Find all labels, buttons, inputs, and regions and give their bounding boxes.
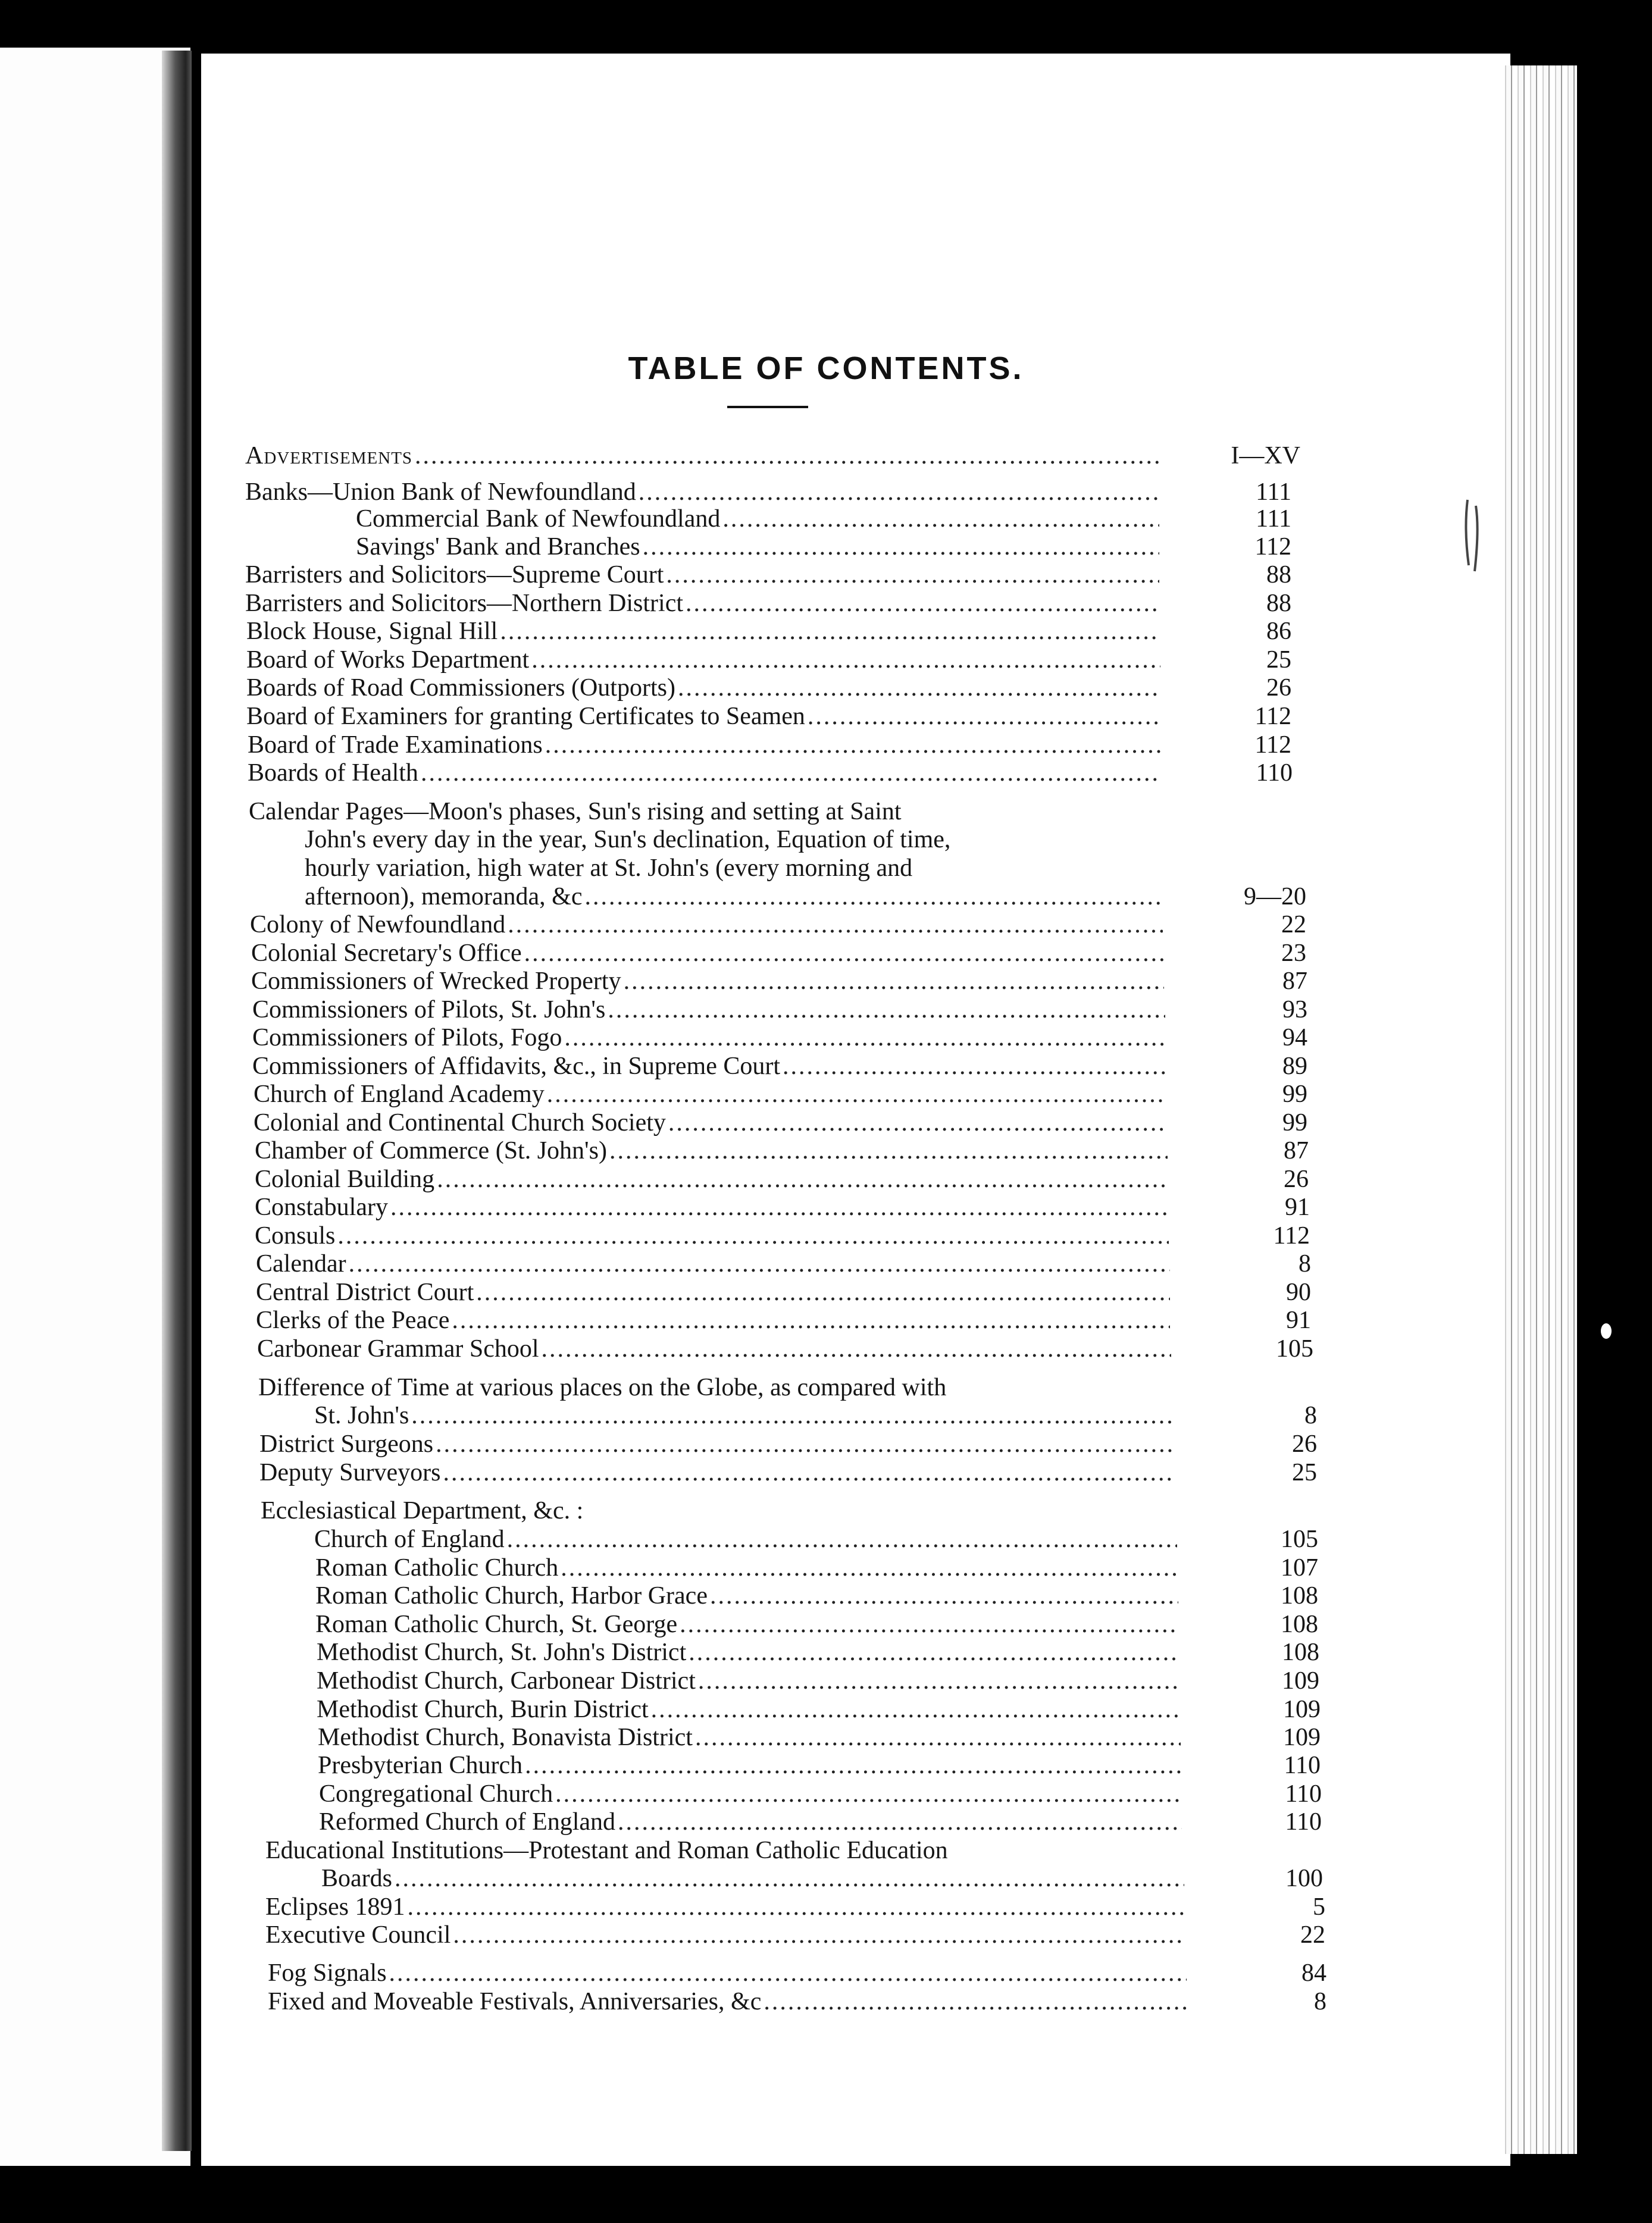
dot-leader xyxy=(564,1023,1165,1052)
toc-page-number: 93 xyxy=(1282,996,1307,1023)
toc-entry-label-row xyxy=(258,1373,1176,1402)
toc-entry-label: Ecclesiastical Department, &c. : xyxy=(261,1497,584,1524)
toc-entry xyxy=(0,1335,1652,1363)
toc-entry-label: Methodist Church, Bonavista District xyxy=(318,1724,693,1751)
toc-entry-label-row xyxy=(268,1959,1187,1987)
toc-entry-label: Congregational Church xyxy=(319,1780,553,1808)
toc-entry-label-row xyxy=(246,646,1160,674)
toc-entry-label: Methodist Church, Carbonear District xyxy=(317,1667,696,1695)
dot-leader xyxy=(525,1751,1181,1780)
toc-entry-label-row xyxy=(356,505,1159,533)
toc-entry-label-row xyxy=(319,1808,1182,1836)
dot-leader xyxy=(722,505,1159,533)
toc-entry-label: Roman Catholic Church, Harbor Grace xyxy=(315,1582,708,1610)
toc-entry-label-row xyxy=(246,702,1160,731)
dot-leader xyxy=(561,1554,1178,1582)
toc-entry-label-row xyxy=(248,759,1160,787)
toc-page-number: 109 xyxy=(1283,1696,1321,1723)
dot-leader xyxy=(452,1306,1170,1335)
toc-page-number: 84 xyxy=(1301,1959,1326,1987)
dot-leader xyxy=(624,967,1164,995)
toc-page-number: 111 xyxy=(1256,505,1291,533)
toc-entry xyxy=(0,1306,1652,1335)
toc-entry-label: Barristers and Solicitors—Supreme Court xyxy=(245,561,664,588)
toc-entry xyxy=(0,1780,1652,1808)
toc-entry xyxy=(0,910,1652,939)
toc-page-number: 87 xyxy=(1284,1137,1309,1164)
toc-entry xyxy=(0,478,1652,506)
toc-entry-label-row xyxy=(265,1921,1185,1949)
dot-leader xyxy=(547,1080,1166,1109)
toc-page-number: 112 xyxy=(1254,731,1291,759)
dot-leader xyxy=(437,1165,1168,1194)
toc-entry-label-row xyxy=(256,1250,1170,1278)
toc-entry-label-row xyxy=(249,797,1168,826)
toc-entry-label: Board of Examiners for granting Certificates to Seamen xyxy=(246,703,805,730)
dot-leader xyxy=(395,1864,1184,1893)
toc-entry-label: Educational Institutions—Protestant and Roman Catholic Education xyxy=(265,1837,948,1864)
dot-leader xyxy=(421,759,1160,787)
dot-leader xyxy=(390,1193,1169,1222)
toc-entry-label: Executive Council xyxy=(265,1921,451,1949)
toc-entry xyxy=(0,1430,1652,1458)
toc-entry-label-row xyxy=(256,1306,1170,1335)
toc-entry-label-row xyxy=(315,1554,1178,1582)
toc-entry-label-row xyxy=(245,442,1160,470)
toc-entry xyxy=(0,797,1652,826)
toc-entry-label-row xyxy=(245,589,1159,618)
toc-entry xyxy=(0,1458,1652,1487)
toc-entry-label: St. John's xyxy=(314,1402,409,1429)
toc-entry-label-row xyxy=(317,1667,1179,1695)
toc-entry-label: Commissioners of Wrecked Property xyxy=(251,968,621,995)
toc-entry-label-row xyxy=(261,1496,1178,1525)
toc-entry-label-row xyxy=(254,1109,1166,1137)
toc-entry-label: Eclipses 1891 xyxy=(265,1893,405,1921)
toc-entry-label: District Surgeons xyxy=(259,1430,434,1458)
toc-entry-label: Presbyterian Church xyxy=(318,1752,523,1779)
dot-leader xyxy=(808,702,1160,731)
toc-entry xyxy=(0,674,1652,702)
dot-leader xyxy=(545,731,1160,759)
dot-leader xyxy=(436,1430,1174,1458)
toc-entry-label-row xyxy=(255,1222,1169,1250)
toc-entry-label-row xyxy=(254,1080,1166,1109)
toc-entry-label: afternoon), memoranda, &c xyxy=(305,883,583,910)
dot-leader xyxy=(710,1582,1178,1610)
toc-entry xyxy=(0,533,1652,561)
toc-page-number: 105 xyxy=(1281,1526,1318,1553)
toc-entry xyxy=(0,561,1652,589)
toc-entry xyxy=(0,1808,1652,1836)
toc-entry xyxy=(0,995,1652,1024)
toc-page-number: 8 xyxy=(1304,1402,1317,1429)
toc-entry xyxy=(0,1496,1652,1525)
toc-entry-label-row xyxy=(245,561,1159,589)
dot-leader xyxy=(507,1525,1177,1554)
toc-entry-label: Methodist Church, St. John's District xyxy=(317,1639,687,1666)
toc-page-number: 26 xyxy=(1292,1430,1317,1458)
dot-leader xyxy=(609,1136,1168,1165)
toc-page-number: 22 xyxy=(1281,911,1306,938)
dot-leader xyxy=(476,1278,1170,1307)
toc-page-number: 110 xyxy=(1256,759,1293,787)
toc-page-number: 88 xyxy=(1266,590,1291,617)
toc-entry xyxy=(0,1987,1652,2016)
toc-page-number: 112 xyxy=(1273,1222,1310,1250)
toc-entry xyxy=(0,1695,1652,1724)
title-rule xyxy=(727,406,808,408)
toc-entry xyxy=(0,1893,1652,1921)
toc-entry-label: Commercial Bank of Newfoundland xyxy=(356,505,721,533)
dot-leader xyxy=(689,1638,1179,1667)
dot-leader xyxy=(695,1723,1181,1752)
toc-entry-label-row xyxy=(252,1052,1165,1081)
toc-page-number: 91 xyxy=(1286,1307,1311,1334)
toc-page-number: 89 xyxy=(1282,1053,1307,1080)
dot-leader xyxy=(407,1893,1184,1921)
toc-entry xyxy=(0,1610,1652,1639)
toc-entry xyxy=(0,1278,1652,1307)
toc-entry-label: Barristers and Solicitors—Northern District xyxy=(245,590,684,617)
toc-page-number: 94 xyxy=(1282,1024,1307,1051)
toc-entry-label-row xyxy=(255,1165,1168,1194)
dot-leader xyxy=(678,674,1160,702)
toc-entry xyxy=(0,854,1652,882)
dot-leader xyxy=(531,646,1160,674)
dot-leader xyxy=(542,1335,1171,1363)
toc-entry xyxy=(0,1723,1652,1752)
toc-entry-label: Reformed Church of England xyxy=(319,1808,616,1836)
toc-entry xyxy=(0,1864,1652,1893)
toc-entry xyxy=(0,1250,1652,1278)
toc-page-number: 112 xyxy=(1254,533,1291,561)
dot-leader xyxy=(524,939,1164,968)
toc-entry xyxy=(0,1052,1652,1081)
toc-entry xyxy=(0,759,1652,787)
dot-leader xyxy=(500,617,1159,646)
toc-page-number: I—XV xyxy=(1231,442,1300,469)
toc-entry-label: Colonial Secretary's Office xyxy=(251,940,522,967)
toc-entry xyxy=(0,1751,1652,1780)
toc-entry-label-row xyxy=(305,854,1168,882)
toc-entry xyxy=(0,702,1652,731)
toc-entry-label: Fixed and Moveable Festivals, Anniversaries, &c xyxy=(268,1988,762,2015)
toc-entry-label: Commissioners of Pilots, St. John's xyxy=(252,996,606,1023)
toc-entry xyxy=(0,1222,1652,1250)
toc-page-number: 26 xyxy=(1266,674,1291,702)
dot-leader xyxy=(508,910,1163,939)
toc-entry-label: Commissioners of Affidavits, &c., in Supreme Court xyxy=(252,1053,781,1080)
toc-page-number: 8 xyxy=(1314,1988,1326,2015)
toc-entry-label: Boards xyxy=(321,1865,392,1892)
toc-entry xyxy=(0,1136,1652,1165)
toc-page-number: 90 xyxy=(1286,1279,1311,1306)
toc-page-number: 86 xyxy=(1266,618,1291,645)
toc-entry-label: Methodist Church, Burin District xyxy=(317,1696,649,1723)
toc-entry-label-row xyxy=(314,1401,1174,1430)
toc-entry-label: Chamber of Commerce (St. John's) xyxy=(255,1137,607,1164)
toc-entry-label-row xyxy=(321,1864,1184,1893)
dot-leader xyxy=(764,1987,1188,2016)
toc-entry-label: Roman Catholic Church, St. George xyxy=(315,1611,678,1638)
toc-entry-label-row xyxy=(315,1610,1178,1639)
toc-entry-label-row xyxy=(246,617,1159,646)
dot-leader xyxy=(783,1052,1165,1081)
toc-entry-label: Carbonear Grammar School xyxy=(257,1335,539,1363)
toc-entry-label: Calendar xyxy=(256,1250,346,1278)
toc-page-number: 25 xyxy=(1266,646,1291,674)
toc-page-number: 99 xyxy=(1282,1081,1307,1108)
toc-page-number: 111 xyxy=(1256,478,1291,506)
toc-entry-label: Difference of Time at various places on the Globe, as compared with xyxy=(258,1374,947,1401)
toc-entry-label: Constabulary xyxy=(255,1194,388,1221)
toc-page-number: 25 xyxy=(1292,1459,1317,1486)
dot-leader xyxy=(584,882,1163,911)
toc-entry-label: Fog Signals xyxy=(268,1959,387,1987)
toc-entry-label-row xyxy=(257,1335,1171,1363)
toc-entry-label: Church of England Academy xyxy=(254,1081,545,1108)
toc-entry-label-row xyxy=(265,1836,1188,1865)
toc-entry xyxy=(0,1638,1652,1667)
toc-entry xyxy=(0,825,1652,854)
toc-page-number: 109 xyxy=(1282,1667,1319,1695)
dot-leader xyxy=(411,1401,1174,1430)
toc-entry-label-row xyxy=(317,1695,1181,1724)
dot-leader xyxy=(415,442,1160,470)
toc-page-number: 110 xyxy=(1284,1752,1321,1779)
dot-leader xyxy=(680,1610,1178,1639)
toc-page-number: 108 xyxy=(1281,1611,1318,1638)
toc-entry-label-row xyxy=(318,1751,1181,1780)
toc-entry-label-row xyxy=(319,1780,1182,1808)
toc-entry xyxy=(0,505,1652,533)
dot-leader xyxy=(443,1458,1175,1487)
toc-entry-label-row xyxy=(248,731,1160,759)
toc-entry-label-row xyxy=(252,1023,1165,1052)
toc-entry-label: John's every day in the year, Sun's declination, Equation of time, xyxy=(305,826,951,853)
toc-entry-label: Banks—Union Bank of Newfoundland xyxy=(245,478,636,506)
toc-entry-label: Colonial Building xyxy=(255,1166,435,1193)
toc-page-number: 105 xyxy=(1276,1335,1313,1363)
toc-page-number: 99 xyxy=(1282,1109,1307,1136)
toc-entry-label: Advertisements xyxy=(245,442,413,469)
toc-entry-label: Block House, Signal Hill xyxy=(246,618,498,645)
dot-leader xyxy=(686,589,1159,618)
dot-leader xyxy=(337,1222,1169,1250)
toc-entry-label-row xyxy=(305,882,1163,911)
toc-page-number: 107 xyxy=(1281,1554,1318,1582)
toc-entry-label-row xyxy=(317,1638,1179,1667)
toc-entry-label: Consuls xyxy=(255,1222,336,1250)
toc-entry-label: hourly variation, high water at St. John's (every morning and xyxy=(305,854,913,882)
toc-page-number: 26 xyxy=(1284,1166,1309,1193)
toc-entry-label: Roman Catholic Church xyxy=(315,1554,559,1582)
toc-entry-label-row xyxy=(259,1458,1175,1487)
toc-entry xyxy=(0,1165,1652,1194)
toc-entry xyxy=(0,1554,1652,1582)
toc-entry-label: Colony of Newfoundland xyxy=(250,911,506,938)
toc-page-number: 87 xyxy=(1282,968,1307,995)
toc-entry-label: Central District Court xyxy=(256,1279,474,1306)
toc-page-number: 108 xyxy=(1281,1582,1318,1610)
toc-entry xyxy=(0,1836,1652,1865)
toc-entry xyxy=(0,1667,1652,1695)
toc-entry xyxy=(0,1109,1652,1137)
toc-page-number: 109 xyxy=(1283,1724,1321,1751)
toc-page-number: 110 xyxy=(1285,1808,1322,1836)
dot-leader xyxy=(668,1109,1166,1137)
dot-leader xyxy=(349,1250,1170,1278)
toc-entry-label-row xyxy=(314,1525,1177,1554)
toc-entry-label-row xyxy=(315,1582,1178,1610)
toc-entry-label-row xyxy=(255,1136,1168,1165)
toc-entry-label: Church of England xyxy=(314,1526,505,1553)
toc-entry-label-row xyxy=(246,674,1160,702)
toc-page-number: 22 xyxy=(1300,1921,1325,1949)
toc-entry xyxy=(0,1401,1652,1430)
toc-entry-label-row xyxy=(255,1193,1169,1222)
dot-leader xyxy=(453,1921,1185,1949)
toc-entry-label: Boards of Road Commissioners (Outports) xyxy=(246,674,675,702)
toc-entry-label: Calendar Pages—Moon's phases, Sun's rising and setting at Saint xyxy=(249,798,902,825)
toc-page-number: 91 xyxy=(1285,1194,1310,1221)
toc-entry xyxy=(0,882,1652,911)
toc-entry xyxy=(0,1959,1652,1987)
toc-entry xyxy=(0,967,1652,995)
toc-entry xyxy=(0,617,1652,646)
toc-entry-label-row xyxy=(265,1893,1184,1921)
dot-leader xyxy=(651,1695,1181,1724)
toc-page-number: 100 xyxy=(1285,1865,1323,1892)
toc-entry-label-row xyxy=(256,1278,1170,1307)
toc-entry-label-row xyxy=(251,939,1164,968)
toc-entry xyxy=(0,646,1652,674)
toc-entry xyxy=(0,1023,1652,1052)
toc-entry xyxy=(0,1921,1652,1949)
toc-entry-label: Savings' Bank and Branches xyxy=(356,533,640,561)
toc-page-number: 108 xyxy=(1282,1639,1319,1666)
toc-page-number: 5 xyxy=(1313,1893,1325,1921)
toc-entry-label-row xyxy=(318,1723,1181,1752)
toc-entry xyxy=(0,939,1652,968)
toc-page-number: 9—20 xyxy=(1244,883,1306,910)
toc-entry-label-row xyxy=(356,533,1159,561)
dot-leader xyxy=(608,995,1165,1024)
toc-page-number: 8 xyxy=(1299,1250,1311,1278)
toc-entry-label-row xyxy=(252,995,1165,1024)
toc-entry xyxy=(0,442,1652,470)
toc-page-number: 110 xyxy=(1285,1780,1322,1808)
toc-entry-label-row xyxy=(268,1987,1188,2016)
toc-entry-label-row xyxy=(259,1430,1174,1458)
toc-entry xyxy=(0,1525,1652,1554)
toc-entry xyxy=(0,589,1652,618)
toc-entry-label-row xyxy=(251,967,1164,995)
page-title: TABLE OF CONTENTS. xyxy=(628,350,1024,386)
toc-entry-label: Colonial and Continental Church Society xyxy=(254,1109,666,1136)
toc-entry-label: Clerks of the Peace xyxy=(256,1307,450,1334)
toc-entry-label-row xyxy=(305,825,1168,854)
toc-entry-label: Commissioners of Pilots, Fogo xyxy=(252,1024,562,1051)
toc-entry-label: Boards of Health xyxy=(248,759,418,787)
dot-leader xyxy=(639,478,1159,506)
dot-leader xyxy=(666,561,1159,589)
dot-leader xyxy=(555,1780,1182,1808)
toc-entry xyxy=(0,1193,1652,1222)
toc-page-number: 112 xyxy=(1254,703,1291,730)
toc-entry xyxy=(0,1080,1652,1109)
toc-page-number: 88 xyxy=(1266,561,1291,588)
dot-leader xyxy=(618,1808,1182,1836)
toc-entry xyxy=(0,731,1652,759)
toc-page-number: 23 xyxy=(1281,940,1306,967)
toc-entry xyxy=(0,1582,1652,1610)
toc-entry-label: Board of Works Department xyxy=(246,646,530,674)
toc-entry-label: Deputy Surveyors xyxy=(259,1459,441,1486)
dot-leader xyxy=(698,1667,1179,1695)
dot-leader xyxy=(389,1959,1187,1987)
toc-entry-label-row xyxy=(245,478,1159,506)
dot-leader xyxy=(643,533,1159,561)
toc-entry-label: Board of Trade Examinations xyxy=(248,731,543,759)
toc-entry xyxy=(0,1373,1652,1402)
toc-entry-label-row xyxy=(250,910,1163,939)
